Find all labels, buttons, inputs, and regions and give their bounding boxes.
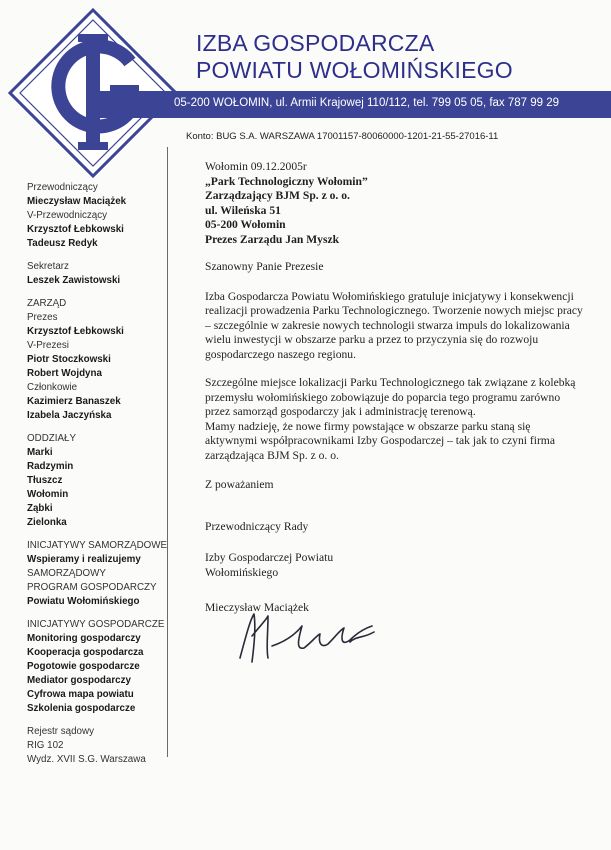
sidebar xyxy=(27,181,167,776)
letter-date: Wołomin 09.12.2005r xyxy=(205,160,307,173)
sidebar-person: Piotr Stoczkowski xyxy=(27,354,111,365)
sidebar-branch: Ząbki xyxy=(27,503,53,514)
sidebar-item: Mediator gospodarczy xyxy=(27,675,131,686)
paragraph-3: Mamy nadzieję, że nowe firmy powstające w obszarze parku staną się aktywnymi współpracownikami Izby Gospodarczej – tak jak to czyni firma zarządzająca BJM Sp. z o. o. xyxy=(205,419,555,462)
sidebar-item: Kooperacja gospodarcza xyxy=(27,647,144,658)
recipient-line: Zarządzający BJM Sp. z o. o. xyxy=(205,189,350,202)
letter-address-block xyxy=(205,160,585,247)
sidebar-item: Wspieramy i realizujemy xyxy=(27,554,141,565)
sidebar-item: Szkolenia gospodarcze xyxy=(27,703,136,714)
register-info: Rejestr sądowy xyxy=(27,726,94,737)
closing: Z poważaniem xyxy=(205,478,274,491)
sidebar-divider xyxy=(167,147,168,757)
bank-account: Konto: BUG S.A. WARSZAWA 17001157-80060000-1201-21-55-27016-11 xyxy=(186,131,499,142)
sidebar-section-heading: ODDZIAŁY xyxy=(27,433,76,444)
sidebar-section-heading: INICJATYWY GOSPODARCZE xyxy=(27,619,165,630)
recipient-line: ul. Wileńska 51 xyxy=(205,203,281,217)
org-name-line1: IZBA GOSPODARCZA xyxy=(196,30,435,56)
sidebar-item: Cyfrowa mapa powiatu xyxy=(27,689,134,700)
sidebar-section-heading: INICJATYWY SAMORZĄDOWE xyxy=(27,540,168,551)
sidebar-person: Krzysztof Łebkowski xyxy=(27,326,124,337)
paragraph-2: Szczególne miejsce lokalizacji Parku Technologicznego tak związane z kolebką przemysłu wołomińskiego zobowiązuje do poparcia tego programu zarówno przez samorząd gospodarczy jak i administrację terenową. xyxy=(205,376,576,418)
sidebar-role: Prezes xyxy=(27,312,58,323)
org-name xyxy=(196,30,513,84)
sidebar-person: Krzysztof Łebkowski xyxy=(27,224,124,235)
sidebar-person: Mieczysław Maciążek xyxy=(27,196,127,207)
letter-body xyxy=(205,160,585,616)
sidebar-person: Robert Wojdyna xyxy=(27,368,102,379)
signature-org-line1: Izby Gospodarczej Powiatu xyxy=(205,551,334,564)
salutation: Szanowny Panie Prezesie xyxy=(205,260,324,273)
sidebar-branch: Radzymin xyxy=(27,461,74,472)
recipient-line: „Park Technologiczny Wołomin” xyxy=(205,174,368,188)
recipient-line: 05-200 Wołomin xyxy=(205,218,286,231)
sidebar-item: Powiatu Wołomińskiego xyxy=(27,596,140,607)
sidebar-section-heading: ZARZĄD xyxy=(27,298,67,309)
sidebar-role: V-Przewodniczący xyxy=(27,210,108,221)
org-name-line2: POWIATU WOŁOMIŃSKIEGO xyxy=(196,57,513,83)
sidebar-person: Tadeusz Redyk xyxy=(27,238,98,249)
handwritten-signature xyxy=(232,606,392,668)
signature-name: Mieczysław Maciążek xyxy=(205,601,309,614)
sidebar-item: PROGRAM GOSPODARCZY xyxy=(27,582,157,593)
paragraph-1: Izba Gospodarcza Powiatu Wołomińskiego gratuluje inicjatywy i konsekwencji realizacji prowadzenia Parku Technologicznego. Tworzenie nowych miejsc pracy – szczególnie w zakresie nowych technologii stwarza impuls do lokalizowania wielu inwestycji w obszarze parku a przez to przyczynia się do rozwoju gospodarczego naszego regionu. xyxy=(205,289,583,361)
sidebar-person: Leszek Zawistowski xyxy=(27,275,121,286)
sidebar-role: V-Prezesi xyxy=(27,340,69,351)
signature-org-line2: Wołomińskiego xyxy=(205,565,279,579)
sidebar-branch: Marki xyxy=(27,447,53,458)
sidebar-person: Kazimierz Banaszek xyxy=(27,396,121,407)
register-info: Wydz. XVII S.G. Warszawa xyxy=(27,754,146,765)
sidebar-role: Sekretarz xyxy=(27,261,69,272)
sidebar-branch: Tłuszcz xyxy=(27,475,63,486)
org-address: 05-200 WOŁOMIN, ul. Armii Krajowej 110/112, tel. 799 05 05, fax 787 99 29 xyxy=(174,97,560,109)
sidebar-item: Pogotowie gospodarcze xyxy=(27,661,140,672)
recipient-line: Prezes Zarządu Jan Myszk xyxy=(205,232,340,246)
address-band xyxy=(88,91,611,118)
sidebar-role: Członkowie xyxy=(27,382,78,393)
signature-title: Przewodniczący Rady xyxy=(205,519,309,533)
register-info: RIG 102 xyxy=(27,740,64,751)
sidebar-branch: Wołomin xyxy=(27,489,69,500)
sidebar-person: Izabela Jaczyńska xyxy=(27,410,112,421)
sidebar-role: Przewodniczący xyxy=(27,182,98,193)
sidebar-item: Monitoring gospodarczy xyxy=(27,633,141,644)
sidebar-item: SAMORZĄDOWY xyxy=(27,568,106,579)
sidebar-branch: Zielonka xyxy=(27,517,67,528)
